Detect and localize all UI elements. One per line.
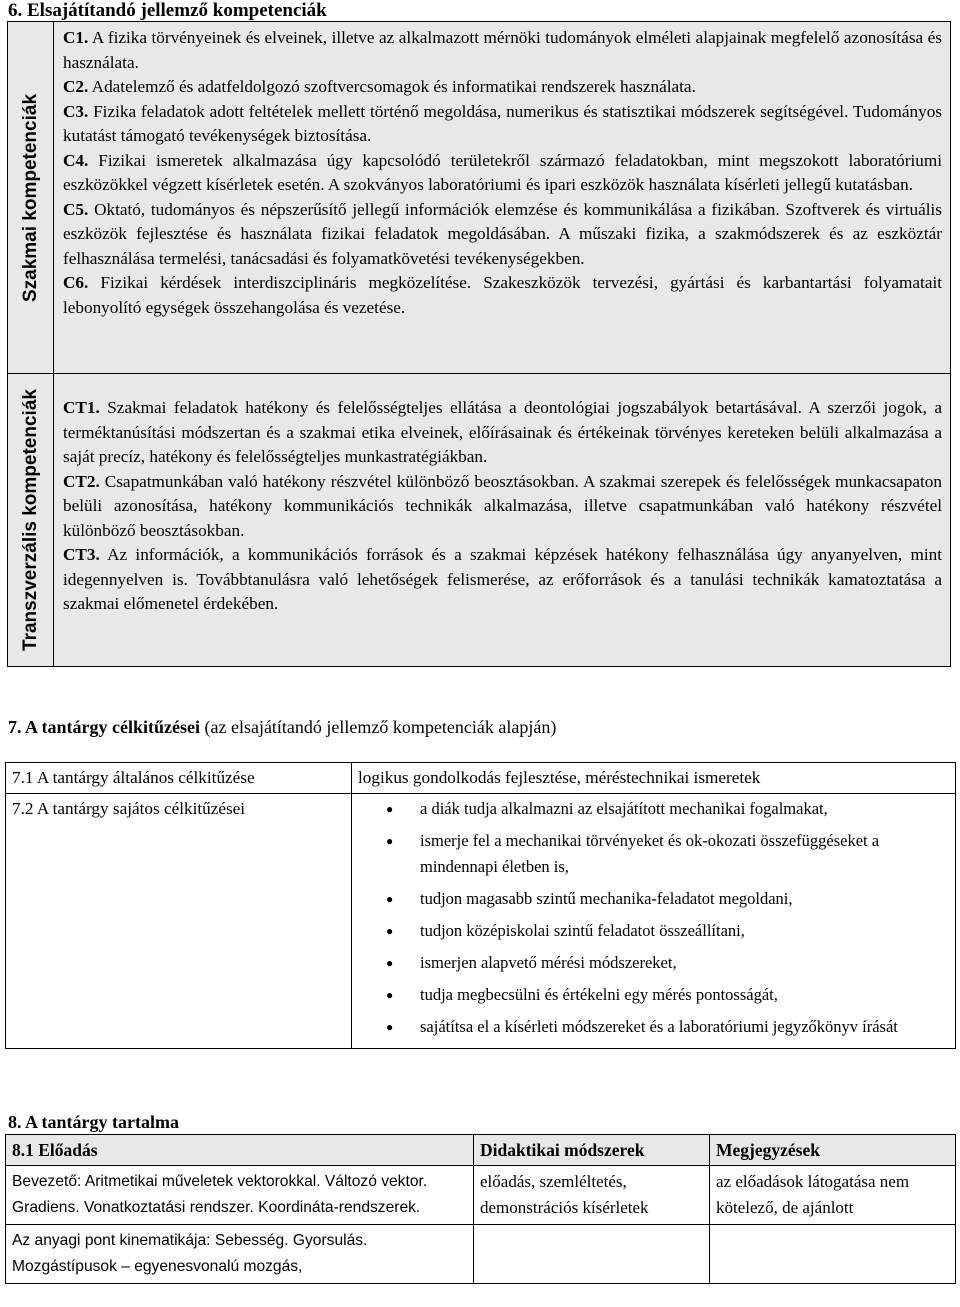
table-row <box>6 794 956 1049</box>
competency-code: C2. <box>63 77 89 96</box>
competency-code: C5. <box>63 199 89 219</box>
competency-item <box>63 198 942 272</box>
competency-item <box>63 271 942 320</box>
side-label-column <box>8 374 54 666</box>
table-header-row <box>6 1135 956 1166</box>
competency-text: Csapatmunkában való hatékony részvétel különböző beosztásokban. A szakmai szerepek és felelősségek munkacsapaton belüli azonosítása, hatékony kommunikációs technikák alkalmazása, illetve csapatmunkában való hatékony részvétel különböző beosztásokban. <box>63 471 942 540</box>
list-item: ● tudjon magasabb szintű mechanika-feladatot megoldani, <box>358 886 949 912</box>
lecture-content: Bevezető: Aritmetikai műveletek vektorokkal. Változó vektor. Gradiens. Vonatkoztatási rendszer. Koordináta-rendszerek. <box>6 1166 474 1225</box>
teaching-method <box>474 1225 710 1284</box>
specific-objectives-cell <box>352 794 956 1049</box>
column-header: Didaktikai módszerek <box>474 1135 710 1166</box>
competency-code: C4. <box>63 150 89 170</box>
competency-text: Fizika feladatok adott feltételek mellett történő megoldása, numerikus és statisztikai módszerek segítségével. Tudományos kutatást támogató tevékenységek biztosítása. <box>63 101 942 145</box>
competency-text: Szakmai feladatok hatékony és felelősségteljes ellátása a deontológiai jogszabályok betartásával. A szerzői jogok, a terméktanúsítási módszertan és a szakmai etika elveinek, előírásainak és értékeinak törvényes kereteken belüli alkalmazása a saját precíz, hatékony és felelősségteljes munkastratégiákban. <box>63 398 943 466</box>
competencies-box <box>7 21 951 667</box>
section-6-title: 6. Elsajátítandó jellemző kompetenciák <box>8 0 327 21</box>
competency-item <box>63 396 942 470</box>
table-row <box>6 1166 956 1225</box>
competency-code: C6. <box>63 273 89 292</box>
side-label-column <box>8 22 54 373</box>
competency-item <box>63 149 942 198</box>
transversal-competencies-list <box>63 396 942 617</box>
list-item: ● ismerje fel a mechanikai törvényeket és ok-okozati összefüggéseket a mindennapi életben is, <box>358 828 949 880</box>
list-item: ● tudja megbecsülni és értékelni egy mérés pontosságát, <box>358 982 949 1008</box>
list-item: ● sajátítsa el a kísérleti módszereket és a laboratóriumi jegyzőkönyv írását <box>358 1014 949 1040</box>
table-row <box>6 763 956 794</box>
column-header: Megjegyzések <box>710 1135 956 1166</box>
competency-item <box>63 26 942 75</box>
general-objective-label: 7.1 A tantárgy általános célkitűzése <box>6 763 352 794</box>
competency-item <box>63 75 942 100</box>
competency-code: CT2. <box>63 471 100 491</box>
transversal-competencies-label: Transzverzális kompetenciák <box>19 389 41 651</box>
competency-text: Adatelemző és adatfeldolgozó szoftvercsomagok és informatikai rendszerek használata. <box>91 77 696 96</box>
competency-item <box>63 100 942 149</box>
competency-code: C3. <box>63 101 89 121</box>
lecture-content: Az anyagi pont kinematikája: Sebesség. Gyorsulás. Mozgástípusok – egyenesvonalú mozgás, <box>6 1225 474 1284</box>
competency-code: CT1. <box>63 398 100 417</box>
professional-competencies-row <box>8 22 950 374</box>
professional-competencies-label: Szakmai kompetenciák <box>19 93 41 302</box>
list-item: ● ismerjen alapvető mérési módszereket, <box>358 950 949 976</box>
competency-text: A fizika törvényeinek és elveinek, illetve az alkalmazott mérnöki tudományok elméleti alapjainak megfelelő azonosítása és használata. <box>63 28 942 72</box>
competency-text: Fizikai ismeretek alkalmazása úgy kapcsolódó területekről származó feladatokban, mint megszokott laboratóriumi eszközökkel végzett kísérletek esetén. A szokványos laboratóriumi és ipari eszközök használata kísérleti jellegű kutatásban. <box>63 150 942 194</box>
competency-code: C1. <box>63 28 89 47</box>
transversal-competencies-row <box>8 374 950 666</box>
competency-text: Az információk, a kommunikációs források és a szakmai képzések hatékony felhasználása úgy anyanyelven, mint idegennyelven is. Továbbtanulásra való lehetőségek felismerése, az erőforrások és a tanulási technikák kamatoztatása a szakmai előmenetel érdekében. <box>63 545 942 613</box>
competency-code: CT3. <box>63 545 100 564</box>
section-8-title: 8. A tantárgy tartalma <box>8 1112 179 1132</box>
competency-item <box>63 470 942 544</box>
section-7-title-bold: 7. A tantárgy célkitűzései <box>8 717 200 737</box>
content-table <box>5 1134 956 1284</box>
teaching-method: előadás, szemléltetés, demonstrációs kísérletek <box>474 1166 710 1225</box>
specific-objectives-label: 7.2 A tantárgy sajátos célkitűzései <box>6 794 352 1049</box>
competency-text: Oktató, tudományos és népszerűsítő jellegű információk elemzése és kommunikálása a fizikában. Szoftverek és virtuális eszközök fejlesztése és használata fizikai feladatok megoldásában. A műszaki fizika, a szakmódszerek és az eszköztár felhasználása termelési, tanácsadási és folyamatkövetési tevékenységekben. <box>63 199 942 268</box>
professional-competencies-list <box>63 26 942 320</box>
column-header: 8.1 Előadás <box>6 1135 474 1166</box>
general-objective-value: logikus gondolkodás fejlesztése, méréstechnikai ismeretek <box>352 763 956 794</box>
list-item: ● a diák tudja alkalmazni az elsajátított mechanikai fogalmakat, <box>358 796 949 822</box>
remarks <box>710 1225 956 1284</box>
section-7-title <box>8 716 556 738</box>
competency-item <box>63 543 942 617</box>
specific-objectives-list <box>358 796 949 1040</box>
list-item: ● tudjon középiskolai szintű feladatot összeállítani, <box>358 918 949 944</box>
section-7-title-rest: (az elsajátítandó jellemző kompetenciák alapján) <box>199 717 557 737</box>
competency-text: Fizikai kérdések interdiszciplináris megközelítése. Szakeszközök tervezési, gyártási és karbantartási folyamatait lebonyolító egységek összehangolása és vezetése. <box>63 273 943 317</box>
objectives-table <box>5 762 956 1049</box>
table-row <box>6 1225 956 1284</box>
remarks: az előadások látogatása nem kötelező, de ajánlott <box>710 1166 956 1225</box>
